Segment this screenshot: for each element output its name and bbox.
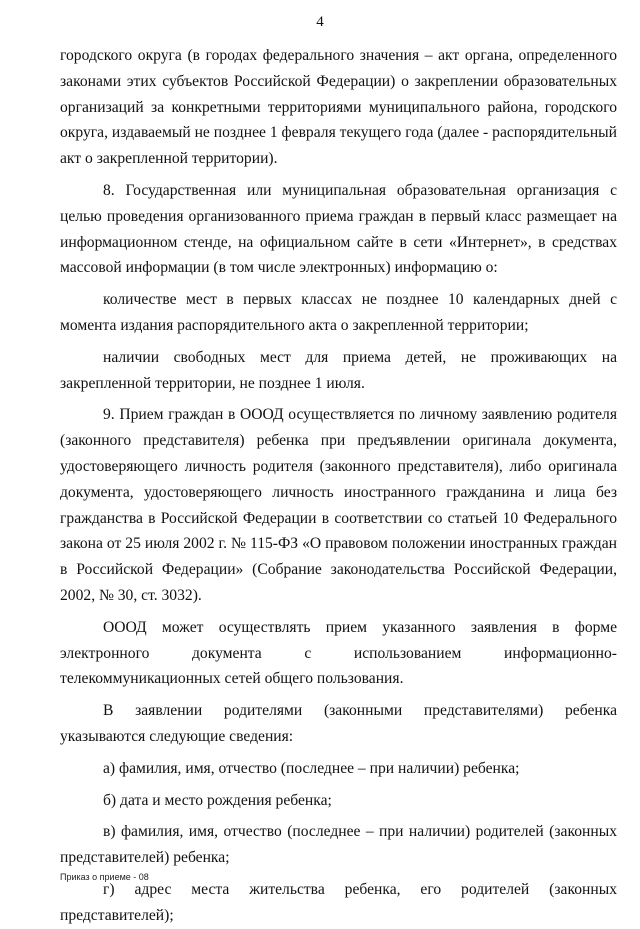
list-item-b: б) дата и место рождения ребенка; — [103, 791, 332, 809]
paragraph-electronic-application: ОООД может осуществлять прием указанного заявления в форме электронного документа с использованием информационно-телекоммуникационных сетей общего пользования. — [60, 618, 617, 688]
paragraph-item-9: 9. Прием граждан в ОООД осуществляется по личному заявлению родителя (законного представителя) ребенка при предъявлении оригинала документа, удостоверяющего личность родителя (законного представителя), либо оригинала документа, удостоверяющего личность иностранного гражданина и лица без гражданства в Российской Федерации в соответствии со статьей 10 Федерального закона от 25 июля 2002 г. № 115-ФЗ «О правовом положении иностранных граждан в Российской Федерации» (Собрание законодательства Российской Федерации, 2002, № 30, ст. 3032). — [60, 406, 617, 604]
page-number: 4 — [316, 14, 324, 30]
footer-note: Приказ о приеме - 08 — [60, 872, 149, 882]
paragraph-free-places: наличии свободных мест для приема детей, не проживающих на закрепленной территории, не позднее 1 июля. — [60, 348, 617, 392]
list-item-g: г) адрес места жительства ребенка, его родителей (законных представителей); — [60, 880, 617, 924]
paragraph-places-count: количестве мест в первых классах не позднее 10 календарных дней с момента издания распорядительного акта о закрепленной территории; — [60, 291, 617, 334]
paragraph-continuation: городского округа (в городах федерального значения – акт органа, определенного законами этих субъектов Российской Федерации) о закреплении образовательных организаций за конкретными территориями муниципального района, городского округа, издаваемый не позднее 1 февраля текущего года (далее - распорядительный акт о закрепленной территории). — [60, 47, 617, 168]
list-item-a: а) фамилия, имя, отчество (последнее – при наличии) ребенка; — [103, 759, 520, 777]
paragraph-application-contents: В заявлении родителями (законными представителями) ребенка указываются следующие сведения: — [60, 702, 617, 745]
document-body — [60, 43, 617, 929]
list-item-v: в) фамилия, имя, отчество (последнее – при наличии) родителей (законных представителей) ребенка; — [60, 823, 617, 867]
paragraph-item-8: 8. Государственная или муниципальная образовательная организация с целью проведения организованного приема граждан в первый класс размещает на информационном стенде, на официальном сайте в сети «Интернет», в средствах массовой информации (в том числе электронных) информацию о: — [60, 181, 617, 277]
